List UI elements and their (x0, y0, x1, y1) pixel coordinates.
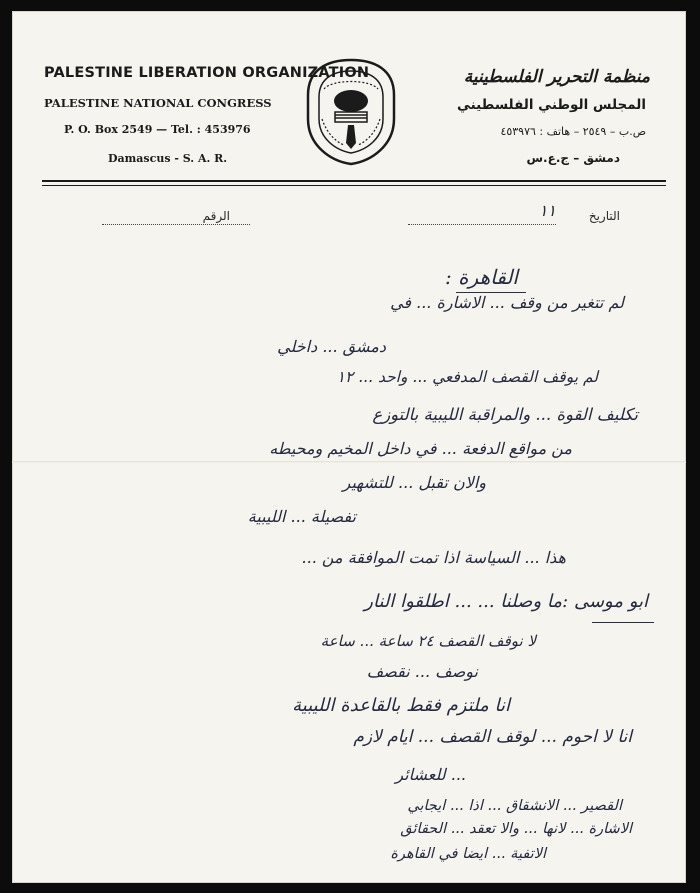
letterhead-contact-ar: ص.ب – ٢٥٤٩ – هاتف : ٤٥٣٩٧٦ (500, 125, 646, 138)
letterhead-contact-en: P. O. Box 2549 — Tel. : 453976 (64, 123, 251, 136)
date-label: التاريخ (588, 209, 620, 223)
handwritten-line: ... للعشائر (395, 765, 466, 784)
handwritten-line: انا لا احوم ... لوقف القصف ... ايام لازم (353, 727, 632, 747)
letterhead-congress-en: PALESTINE NATIONAL CONGRESS (44, 96, 272, 110)
handwritten-line: انا ملتزم فقط بالقاعدة الليبية (292, 695, 510, 716)
handwritten-line: تكليف القوة ... والمراقبة الليبية بالتوزع (372, 405, 638, 424)
memo-label: ابو موسى : (562, 591, 648, 612)
letterhead-organization-en: PALESTINE LIBERATION ORGANIZATION (44, 65, 370, 81)
handwritten-line: لم يوقف القصف المدفعي ... واحد ... ١٢ (336, 368, 598, 386)
date-dotted-line (408, 224, 556, 225)
letterhead-congress-ar: المجلس الوطني الفلسطيني (456, 97, 646, 113)
handwritten-line: ما وصلنا ... ... اطلقوا النار (364, 591, 562, 612)
letterhead-city-en: Damascus - S. A. R. (108, 152, 228, 165)
handwritten-line: الاتفية ... ايضا في القاهرة (390, 846, 546, 862)
number-label: الرقم (202, 209, 230, 223)
date-handwritten: ١١ (538, 201, 556, 220)
handwritten-line: لا نوقف القصف ٢٤ ساعة ... ساعة (320, 632, 536, 650)
header-rule (42, 180, 666, 182)
handwritten-line: الاشارة ... لانها ... والا تعقد ... الحقائق (400, 821, 632, 837)
handwritten-line: دمشق ... داخلي (277, 337, 386, 356)
header-rule-thin (42, 185, 666, 186)
handwritten-line: تفصيلة ... الليبية (247, 507, 356, 526)
letterhead-organization-ar: منظمة التحرير الفلسطينية (463, 67, 650, 87)
handwritten-line: والان تقبل ... للتشهير (342, 473, 486, 492)
number-dotted-line (102, 224, 250, 225)
handwritten-line: لم تتغير من وقف ... الاشارة ... في (390, 293, 624, 312)
memo-underline (592, 622, 654, 623)
letter-greeting: القاهرة : (444, 265, 518, 289)
paper-fold (12, 461, 686, 463)
handwritten-line: هذا ... السياسة اذا تمت الموافقة من ... (301, 548, 566, 567)
handwritten-line: من مواقع الدفعة ... في داخل المخيم ومحيطه (269, 439, 572, 458)
handwritten-line: القصير ... الانشقاق ... اذا ... ايجابي (407, 798, 622, 814)
letter-sheet (12, 11, 686, 883)
plo-emblem-icon (304, 57, 398, 167)
handwritten-line: نوصف ... نقصف (366, 662, 478, 681)
letterhead-city-ar: دمشق – ج.ع.س (526, 151, 620, 165)
